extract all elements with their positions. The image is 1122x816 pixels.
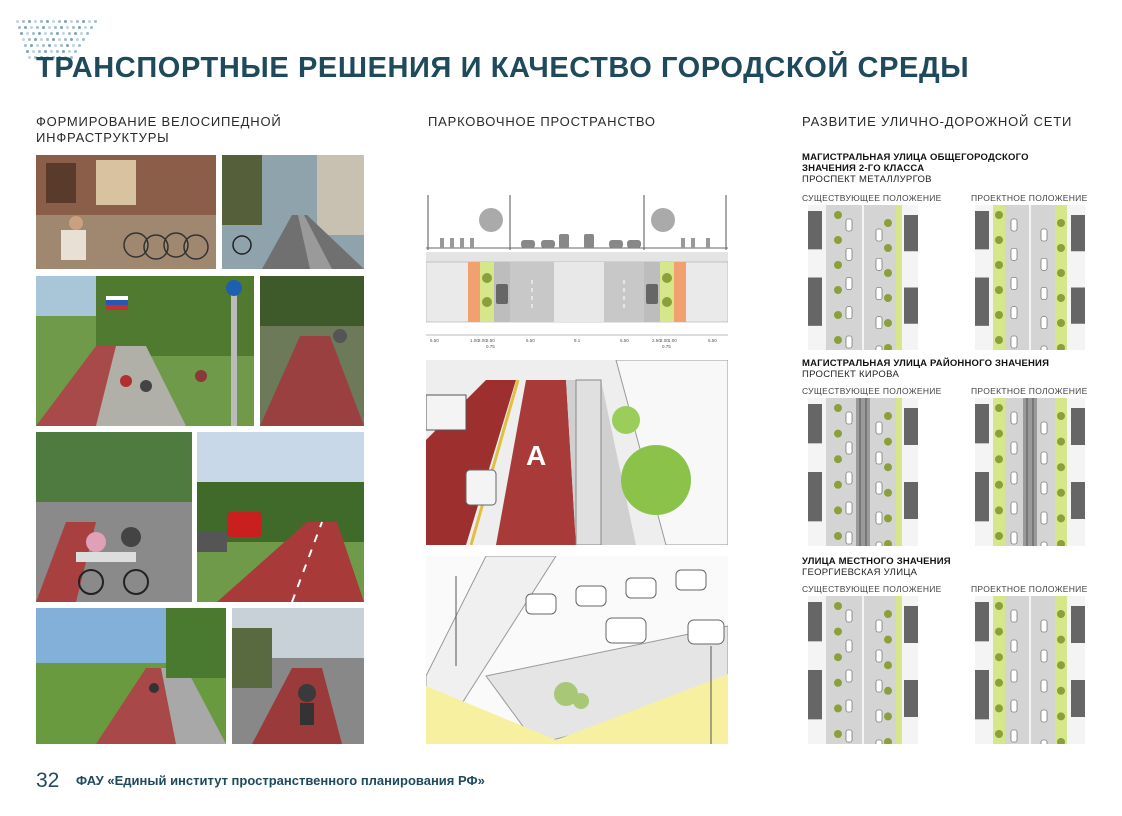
cross-section-dimension: 2.50 <box>652 338 661 343</box>
plan-proposed-3 <box>975 596 1085 744</box>
cross-section-dimension: 2.00 <box>478 338 487 343</box>
cross-section-dimension: 6.50 <box>620 338 629 343</box>
illustration-bus-lane <box>426 360 728 545</box>
photo-city-street-bikelane <box>222 155 364 269</box>
illustration-parking-sketch <box>426 556 728 744</box>
cross-section-dimension: 6.50 <box>430 338 439 343</box>
plan-existing-3 <box>808 596 918 744</box>
cross-section-dimension: 2.00 <box>660 338 669 343</box>
plan-existing-2 <box>808 398 918 546</box>
street-name-3: ГЕОРГИЕВСКАЯ УЛИЦА <box>802 567 918 578</box>
photo-red-bikelane-trees <box>260 276 364 426</box>
caption-proposed-1: ПРОЕКТНОЕ ПОЛОЖЕНИЕ <box>971 193 1088 203</box>
page-number: 32 <box>36 769 60 792</box>
photo-cyclist-red-path <box>232 608 364 744</box>
cross-section-dimension: 1.00 <box>470 338 479 343</box>
street-type-1: МАГИСТРАЛЬНАЯ УЛИЦА ОБЩЕГОРОДСКОГО ЗНАЧЕНИЯ 2-ГО КЛАССА <box>802 152 1029 174</box>
caption-existing-1: СУЩЕСТВУЮЩЕЕ ПОЛОЖЕНИЕ <box>802 193 942 203</box>
section-title-parking: ПАРКОВОЧНОЕ ПРОСТРАНСТВО <box>428 114 656 129</box>
caption-existing-3: СУЩЕСТВУЮЩЕЕ ПОЛОЖЕНИЕ <box>802 584 942 594</box>
cross-section-dimension: 1.00 <box>668 338 677 343</box>
section-title-bike: ФОРМИРОВАНИЕ ВЕЛОСИПЕДНОЙ ИНФРАСТРУКТУРЫ <box>36 114 282 145</box>
bus-lane-letter-marking: A <box>526 440 547 471</box>
cross-section-dimension: 6.50 <box>526 338 535 343</box>
cross-section-subdimension: 0.75 <box>662 344 671 349</box>
photo-cafe-bike-parking <box>36 155 216 269</box>
street-name-2: ПРОСПЕКТ КИРОВА <box>802 369 900 380</box>
cross-section-dimension: 2.50 <box>486 338 495 343</box>
street-type-2: МАГИСТРАЛЬНАЯ УЛИЦА РАЙОННОГО ЗНАЧЕНИЯ <box>802 358 1050 369</box>
section-title-street: РАЗВИТИЕ УЛИЧНО-ДОРОЖНОЙ СЕТИ <box>802 114 1073 129</box>
photo-wide-bikeway-green <box>36 608 226 744</box>
plan-existing-1 <box>808 205 918 350</box>
cross-section-subdimension: 0.75 <box>486 344 495 349</box>
caption-proposed-3: ПРОЕКТНОЕ ПОЛОЖЕНИЕ <box>971 584 1088 594</box>
organization-name: ФАУ «Единый институт пространственного планирования РФ» <box>76 773 485 788</box>
street-name-1: ПРОСПЕКТ МЕТАЛЛУРГОВ <box>802 174 932 185</box>
photo-park-bikeway-flag <box>36 276 254 426</box>
caption-proposed-2: ПРОЕКТНОЕ ПОЛОЖЕНИЕ <box>971 386 1088 396</box>
cross-section-dimension: 6.50 <box>708 338 717 343</box>
street-type-3: УЛИЦА МЕСТНОГО ЗНАЧЕНИЯ <box>802 556 951 567</box>
plan-proposed-2 <box>975 398 1085 546</box>
page-title: ТРАНСПОРТНЫЕ РЕШЕНИЯ И КАЧЕСТВО ГОРОДСКОЙ СРЕДЫ <box>36 52 970 84</box>
caption-existing-2: СУЩЕСТВУЮЩЕЕ ПОЛОЖЕНИЕ <box>802 386 942 396</box>
plan-proposed-1 <box>975 205 1085 350</box>
photo-two-way-red-bikelane <box>197 432 364 602</box>
street-cross-section-drawing <box>426 190 728 350</box>
photo-crossing-cyclists <box>36 432 192 602</box>
cross-section-dimension: 8.1 <box>574 338 581 343</box>
